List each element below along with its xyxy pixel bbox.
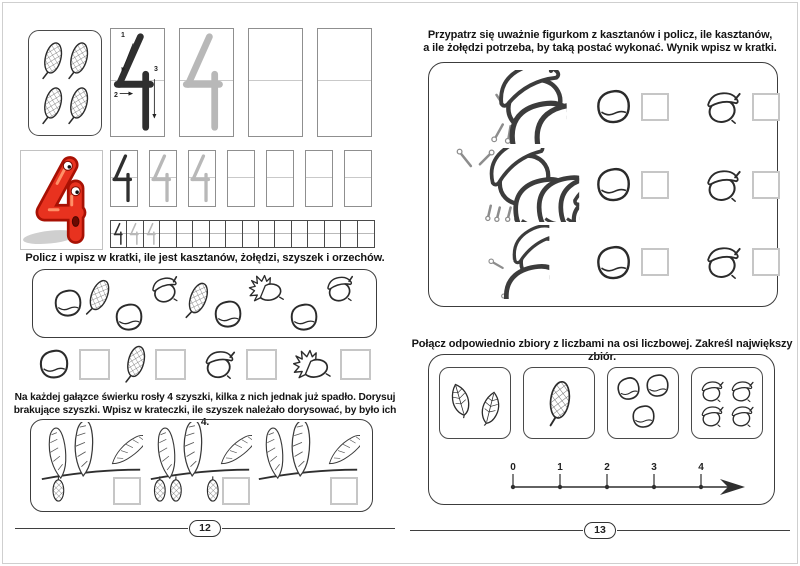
figure-row-caterpillar — [441, 147, 765, 223]
chestnut-icon — [595, 166, 632, 203]
answer-box[interactable] — [641, 93, 669, 121]
answer-box[interactable] — [752, 171, 780, 199]
tick-label-2: 2 — [604, 462, 610, 473]
figures-caption-line2: a ile żołędzi potrzeba, by taką postać wykonać. Wynik wpisz w kratki. — [423, 42, 777, 54]
count-pair-chestnut — [595, 244, 669, 281]
tracing-box[interactable] — [305, 150, 333, 207]
hazelnut-icon — [292, 349, 331, 380]
set-box-chestnut[interactable] — [607, 367, 679, 439]
count-answer-row — [32, 343, 377, 385]
chestnut-icon — [614, 374, 642, 402]
branches-box — [30, 419, 373, 512]
tracing-box[interactable] — [317, 28, 372, 137]
count-pair-hazelnut — [292, 343, 371, 385]
red-numeral-4 — [21, 151, 102, 249]
tracing-box[interactable] — [149, 150, 177, 207]
page-number: 12 — [189, 520, 221, 537]
leaf-icon — [473, 387, 507, 429]
chestnut-icon — [289, 302, 319, 332]
figures-caption-line1: Przypatrz się uważnie figurkom z kasztanów i policz, ile kasztanów, — [427, 29, 773, 41]
footer-rule — [617, 530, 790, 531]
answer-box[interactable] — [79, 349, 110, 380]
tracing-cell[interactable] — [177, 221, 193, 247]
set-box-acorn[interactable] — [691, 367, 763, 439]
figure-answers — [595, 244, 780, 281]
chestnut-icon — [645, 373, 670, 398]
acorn-icon — [323, 272, 358, 304]
tracing-row-large — [110, 28, 372, 137]
branch-cell — [256, 422, 364, 508]
footer-left — [15, 520, 395, 537]
answer-box[interactable] — [752, 248, 780, 276]
answer-box[interactable] — [641, 171, 669, 199]
footer-rule — [222, 528, 395, 529]
branch-cell — [148, 422, 256, 508]
count-task-caption: Policz i wpisz w kratki, ile jest kasztanów, żołędzi, szyszek i orzechów. — [25, 252, 385, 264]
tracing-cell[interactable] — [111, 221, 127, 247]
cones-caption-line2: brakujące szyszki. Wpisz w krateczki, ile szyszek należało dorysować, by było ich 4. — [13, 404, 397, 428]
digit-4-glyph — [180, 29, 233, 136]
digit-4-glyph — [111, 151, 137, 206]
tracing-cell[interactable] — [210, 221, 226, 247]
footer-right — [410, 522, 790, 539]
answer-box[interactable] — [155, 349, 186, 380]
tracing-box[interactable] — [344, 150, 372, 207]
set-box-pinecone[interactable] — [523, 367, 595, 439]
tracing-box[interactable] — [188, 150, 216, 207]
sets-task-caption: Połącz odpowiednio zbiory z liczbami na osi liczbowej. Zakreśl największy zbiór. — [411, 338, 793, 363]
acorn-icon — [729, 404, 755, 428]
chestnut-icon — [595, 88, 632, 125]
set-box-leaf[interactable] — [439, 367, 511, 439]
example-cones — [29, 31, 101, 135]
digit-4-glyph — [189, 151, 215, 206]
figures-task-caption — [410, 29, 790, 55]
figures-box — [428, 62, 778, 307]
acorn-icon — [699, 404, 725, 428]
scatter-items — [33, 270, 376, 337]
hazelnut-icon — [248, 274, 284, 303]
tracing-strip — [110, 220, 375, 248]
sets-box — [428, 354, 775, 505]
digit-4-glyph — [150, 151, 176, 206]
tracing-cell[interactable] — [308, 221, 324, 247]
acorn-icon — [703, 167, 743, 203]
tracing-cell[interactable] — [325, 221, 341, 247]
digit-4-glyph — [113, 222, 125, 246]
chestnut-caterpillar-figure — [441, 148, 591, 222]
stroke-label-3: 3 — [154, 66, 158, 73]
sets-row — [429, 355, 774, 439]
tracing-box-model[interactable] — [110, 28, 165, 137]
stroke-label-1: 1 — [121, 32, 125, 39]
answer-box[interactable] — [113, 477, 141, 505]
answer-box[interactable] — [330, 477, 358, 505]
tracing-box[interactable] — [179, 28, 234, 137]
count-pair-acorn — [703, 89, 780, 125]
chestnut-icon — [631, 404, 656, 429]
page-number: 13 — [584, 522, 616, 539]
tracing-box[interactable] — [266, 150, 294, 207]
digit-4-glyph — [146, 222, 158, 246]
tracing-cell[interactable] — [275, 221, 291, 247]
answer-box[interactable] — [246, 349, 277, 380]
tracing-cell[interactable] — [259, 221, 275, 247]
tracing-boxes-large — [179, 28, 372, 137]
count-pair-acorn — [703, 167, 780, 203]
scatter-items-box — [32, 269, 377, 338]
leaf-icon — [442, 379, 477, 422]
chestnut-icon — [114, 302, 144, 332]
answer-box[interactable] — [340, 349, 371, 380]
count-pair-chestnut — [595, 166, 669, 203]
stroke-label-2: 2 — [114, 92, 118, 99]
example-count-box — [28, 30, 102, 136]
number-line[interactable] — [501, 457, 763, 501]
tick-label-1: 1 — [557, 462, 563, 473]
tracing-cell[interactable] — [243, 221, 259, 247]
tracing-box[interactable] — [110, 150, 138, 207]
acorn-icon — [703, 244, 743, 280]
answer-box[interactable] — [222, 477, 250, 505]
tracing-cell[interactable] — [160, 221, 176, 247]
tick-label-0: 0 — [510, 462, 516, 473]
chestnut-icon — [38, 348, 70, 380]
tracing-cell[interactable] — [193, 221, 209, 247]
pinecone-icon — [121, 341, 152, 387]
stroke-order-arrows — [111, 29, 164, 136]
figure-answers — [595, 88, 780, 125]
count-pair-pinecone — [125, 343, 186, 385]
chestnut-man-figure — [441, 225, 591, 299]
chestnut-icon — [595, 244, 632, 281]
count-pair-acorn — [703, 244, 780, 280]
count-pair-chestnut — [38, 343, 110, 385]
tracing-cell[interactable] — [127, 221, 143, 247]
figure-row-man — [441, 224, 765, 300]
answer-box[interactable] — [641, 248, 669, 276]
pinecone-icon — [180, 277, 214, 325]
acorn-icon — [729, 379, 755, 403]
tracing-box[interactable] — [248, 28, 303, 137]
digit-4-glyph — [129, 222, 141, 246]
chestnut-icon — [53, 288, 83, 318]
tick-label-4: 4 — [698, 462, 704, 473]
pinecone-icon — [543, 377, 575, 430]
tracing-cell[interactable] — [341, 221, 357, 247]
acorn-icon — [699, 379, 725, 403]
tracing-cell[interactable] — [292, 221, 308, 247]
footer-rule — [410, 530, 583, 531]
pinecone-icon — [81, 274, 117, 322]
acorn-icon — [703, 89, 743, 125]
tracing-row-small — [110, 150, 372, 207]
tracing-box[interactable] — [227, 150, 255, 207]
tracing-cell[interactable] — [144, 221, 160, 247]
count-pair-acorn — [202, 343, 277, 385]
tracing-cell[interactable] — [226, 221, 242, 247]
figure-answers — [595, 166, 780, 203]
red-numeral-box — [20, 150, 103, 250]
figure-row-horse — [441, 69, 765, 145]
chestnut-icon — [213, 299, 243, 329]
acorn-icon — [147, 272, 184, 306]
tracing-cell[interactable] — [358, 221, 374, 247]
count-pair-chestnut — [595, 88, 669, 125]
cones-caption-line1: Na każdej gałązce świerku rosły 4 szyszki, kilka z nich jednak już spadło. Dorysuj — [14, 392, 396, 403]
acorn-icon — [202, 348, 237, 380]
tick-label-3: 3 — [651, 462, 657, 473]
answer-box[interactable] — [752, 93, 780, 121]
chestnut-horse-figure — [441, 70, 591, 144]
branch-cell — [39, 422, 147, 508]
footer-rule — [15, 528, 188, 529]
